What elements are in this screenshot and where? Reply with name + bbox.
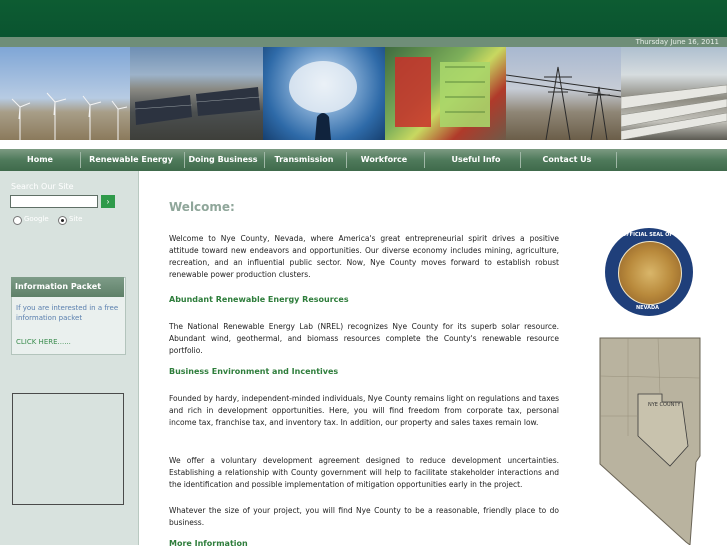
nav-separator	[520, 152, 521, 168]
nevada-map	[598, 336, 702, 545]
sidebar-empty-box	[12, 393, 124, 505]
renewable-paragraph: The National Renewable Energy Lab (NREL) recognizes Nye County for its superb solar resource. Abundant wind, geothermal, and biomass resources complete the County's renewable resource portfolio.	[169, 322, 559, 355]
nav-separator	[616, 152, 617, 168]
intro-paragraph: Welcome to Nye County, Nevada, where America's great entrepreneurial spirit drives a positive attitude toward new endeavors and opportunities. Our diverse economy includes mining, agriculture, recreation, and an influential public sector. Now, Nye County moves forward to establish robust renewable power production clusters.	[169, 234, 559, 279]
nav-workforce[interactable]: Workforce	[360, 155, 408, 164]
biomass-equipment-photo	[385, 47, 506, 140]
nav-contact-us[interactable]: Contact Us	[542, 155, 592, 164]
radio-google[interactable]	[13, 216, 22, 225]
search-go-button[interactable]: ›	[101, 195, 115, 208]
business-paragraph: Founded by hardy, independent-minded individuals, Nye County remains light on regulations and taxes and rich in development opportunities. Here, you will find freedom from corporate tax, personal income tax, franchise tax, and inventory tax. In addition, our property and sales taxes remain low.	[169, 394, 559, 427]
closing-paragraph: Whatever the size of your project, you will find Nye County to be a reasonable, friendly place to do business.	[169, 506, 559, 527]
section-heading-business: Business Environment and Incentives	[169, 367, 339, 376]
nav-doing-business[interactable]: Doing Business	[188, 155, 258, 164]
nav-separator	[424, 152, 425, 168]
nav-transmission[interactable]: Transmission	[274, 155, 334, 164]
nav-separator	[80, 152, 81, 168]
main-navigation	[0, 149, 727, 171]
top-header-band	[0, 0, 727, 37]
information-packet-link[interactable]: CLICK HERE......	[16, 338, 71, 346]
nav-useful-info[interactable]: Useful Info	[451, 155, 501, 164]
nav-home[interactable]: Home	[27, 155, 53, 164]
seal-top-text: OFFICIAL SEAL OF NYE COUNTY	[622, 232, 711, 238]
search-input[interactable]	[10, 195, 98, 208]
current-date: Thursday June 16, 2011	[635, 38, 719, 46]
agreement-paragraph: We offer a voluntary development agreement designed to reduce development uncertainties. Establishing a relationship with County government will help to facilitate stakeholder interactions and the identification and possible implementation of mitigation opportunities early in the project.	[169, 456, 559, 489]
solar-panels-photo	[130, 47, 263, 140]
geothermal-steam-photo	[263, 47, 385, 140]
nav-renewable-energy[interactable]: Renewable Energy	[89, 155, 173, 164]
banner-photo-strip	[0, 47, 727, 140]
nye-county-map-label: NYE COUNTY	[648, 402, 681, 408]
nav-separator	[346, 152, 347, 168]
county-seal-emblem	[618, 241, 682, 305]
wind-turbines-photo	[0, 47, 130, 140]
nav-separator	[264, 152, 265, 168]
section-heading-more-info[interactable]: More Information	[169, 539, 248, 548]
nav-separator	[184, 152, 185, 168]
seal-bottom-text: NEVADA	[636, 305, 660, 311]
date-bar	[0, 37, 727, 47]
radio-site[interactable]	[58, 216, 67, 225]
radio-site-label: Site	[69, 215, 83, 223]
search-label: Search Our Site	[11, 182, 74, 191]
transmission-towers-photo	[506, 47, 621, 140]
information-packet-title: Information Packet	[11, 277, 124, 297]
solar-trough-photo	[621, 47, 727, 140]
page-title: Welcome:	[169, 200, 235, 214]
information-packet-text: If you are interested in a free information packet	[16, 304, 119, 322]
section-heading-renewable: Abundant Renewable Energy Resources	[169, 295, 349, 304]
radio-google-label: Google	[24, 215, 49, 223]
